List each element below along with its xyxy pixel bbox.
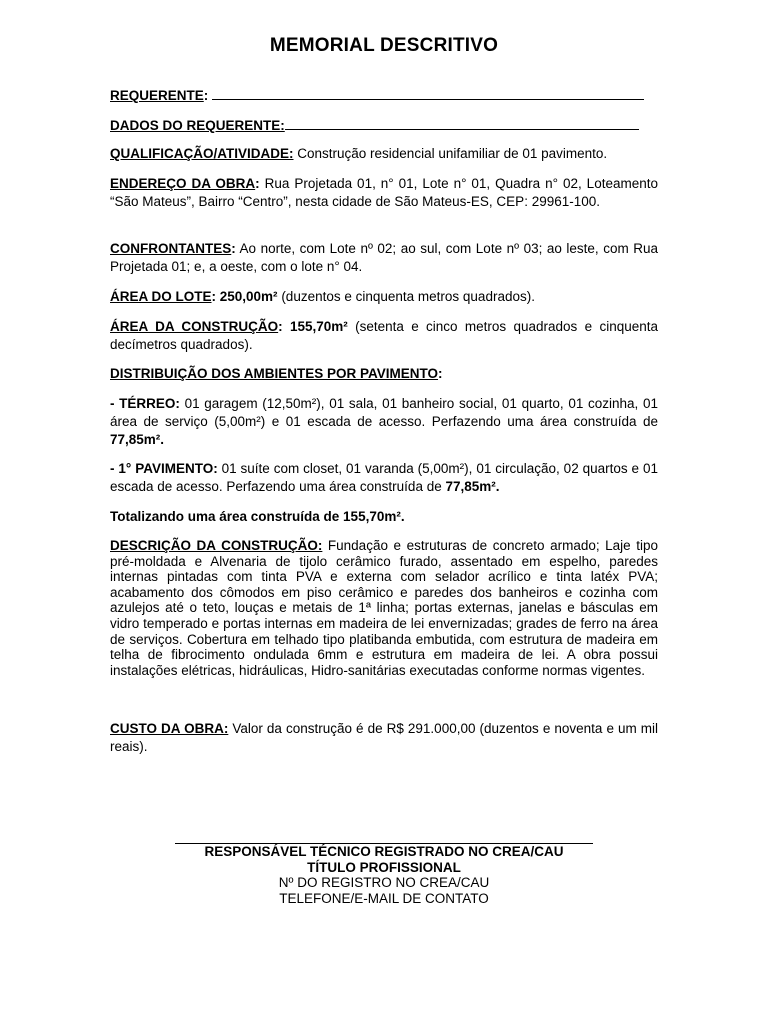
dados-requerente-field	[110, 116, 658, 135]
endereco-paragraph	[110, 175, 658, 211]
pavimento1-paragraph	[110, 460, 658, 496]
pavimento1-text: 01 suíte com closet, 01 varanda (5,00m²), 01 circulação, 02 quartos e 01 escada de acesso. Perfazendo uma área construída de	[110, 461, 658, 494]
area-lote-label: ÁREA DO LOTE	[110, 289, 212, 304]
confrontantes-text: Ao norte, com Lote nº 02; ao sul, com Lote nº 03; ao leste, com Rua Projetada 01; e, a oeste, com o lote n° 04.	[110, 241, 658, 274]
area-construcao-text: (setenta e cinco metros quadrados e cinquenta decímetros quadrados).	[110, 319, 658, 352]
qualificacao-label: QUALIFICAÇÃO/ATIVIDADE:	[110, 146, 294, 161]
pavimento1-label: - 1° PAVIMENTO:	[110, 461, 218, 476]
area-construcao-paragraph	[110, 318, 658, 354]
confrontantes-paragraph	[110, 240, 658, 276]
distribuicao-heading	[110, 365, 658, 383]
dados-requerente-label: DADOS DO REQUERENTE:	[110, 118, 285, 133]
qualificacao-text: Construção residencial unifamiliar de 01 pavimento.	[293, 146, 608, 161]
endereco-text: Rua Projetada 01, n° 01, Lote n° 01, Quadra n° 02, Loteamento “São Mateus”, Bairro “Centro”, nesta cidade de São Mateus-ES, CEP: 29961-100.	[110, 176, 658, 209]
pavimento1-area: 77,85m².	[445, 479, 500, 494]
descricao-label: DESCRIÇÃO DA CONSTRUÇÃO:	[110, 538, 323, 553]
descricao-text: Fundação e estruturas de concreto armado; Laje tipo pré-moldada e Alvenaria de tijolo cerâmico furado, assentado em espelho, paredes internas pintadas com tinta PVA e externa com selador acrílico e tinta latéx PVA; acabamento dos cômodos em piso cerâmico e paredes dos banheiros e cozinha com azulejos até o teto, louças e metais de 1ª linha; portas externas, janelas e básculas em vidro temperado e portas internas em madeira de lei envernizadas; grades de ferro na área de serviços. Cobertura em telhado tipo platibanda embutida, com estrutura de madeira em telha de fibrocimento ondulada 6mm e estrutura em madeira de lei. A obra possui instalações elétricas, hidráulicas, Hidro-sanitárias executadas conforme normas vigentes.	[110, 538, 658, 678]
qualificacao-paragraph	[110, 145, 658, 163]
terreo-paragraph	[110, 395, 658, 449]
distribuicao-label: DISTRIBUIÇÃO DOS AMBIENTES POR PAVIMENTO	[110, 366, 439, 381]
area-lote-value: : 250,00m²	[211, 289, 278, 304]
terreo-area: 77,85m².	[110, 432, 165, 447]
document-title: MEMORIAL DESCRITIVO	[269, 35, 499, 56]
requerente-blank-line	[212, 86, 644, 100]
terreo-text: 01 garagem (12,50m²), 01 sala, 01 banheiro social, 01 quarto, 01 cozinha, 01 área de serviço (5,00m²) e 01 escada de acesso. Perfazendo uma área construída de	[110, 396, 658, 429]
confrontantes-label: CONFRONTANTES	[110, 241, 232, 256]
area-lote-text: (duzentos e cinquenta metros quadrados).	[277, 289, 535, 304]
custo-label: CUSTO DA OBRA:	[110, 721, 229, 736]
signature-titulo: TÍTULO PROFISSIONAL	[307, 859, 461, 875]
distribuicao-colon: :	[438, 366, 443, 381]
dados-requerente-blank-line	[285, 116, 639, 130]
area-construcao-value: : 155,70m²	[278, 319, 348, 334]
signature-registro: Nº DO REGISTRO NO CREA/CAU	[278, 875, 490, 890]
endereco-colon: :	[255, 176, 260, 191]
custo-paragraph	[110, 720, 658, 756]
total-area-text: Totalizando uma área construída de 155,70m².	[110, 509, 405, 524]
descricao-paragraph	[110, 538, 658, 678]
requerente-field	[110, 86, 658, 105]
signature-block	[175, 844, 593, 906]
terreo-label: - TÉRREO:	[110, 396, 180, 411]
custo-text: Valor da construção é de R$ 291.000,00 (duzentos e noventa e um mil reais).	[110, 721, 659, 754]
area-lote-paragraph	[110, 288, 658, 306]
requerente-label: REQUERENTE	[110, 88, 204, 103]
requerente-colon: :	[203, 88, 209, 103]
confrontantes-colon: :	[231, 241, 236, 256]
signature-contato: TELEFONE/E-MAIL DE CONTATO	[279, 890, 489, 906]
endereco-label: ENDEREÇO DA OBRA	[110, 176, 256, 191]
signature-responsavel: RESPONSÁVEL TÉCNICO REGISTRADO NO CREA/CAU	[204, 844, 564, 859]
area-construcao-label: ÁREA DA CONSTRUÇÃO	[110, 319, 279, 334]
